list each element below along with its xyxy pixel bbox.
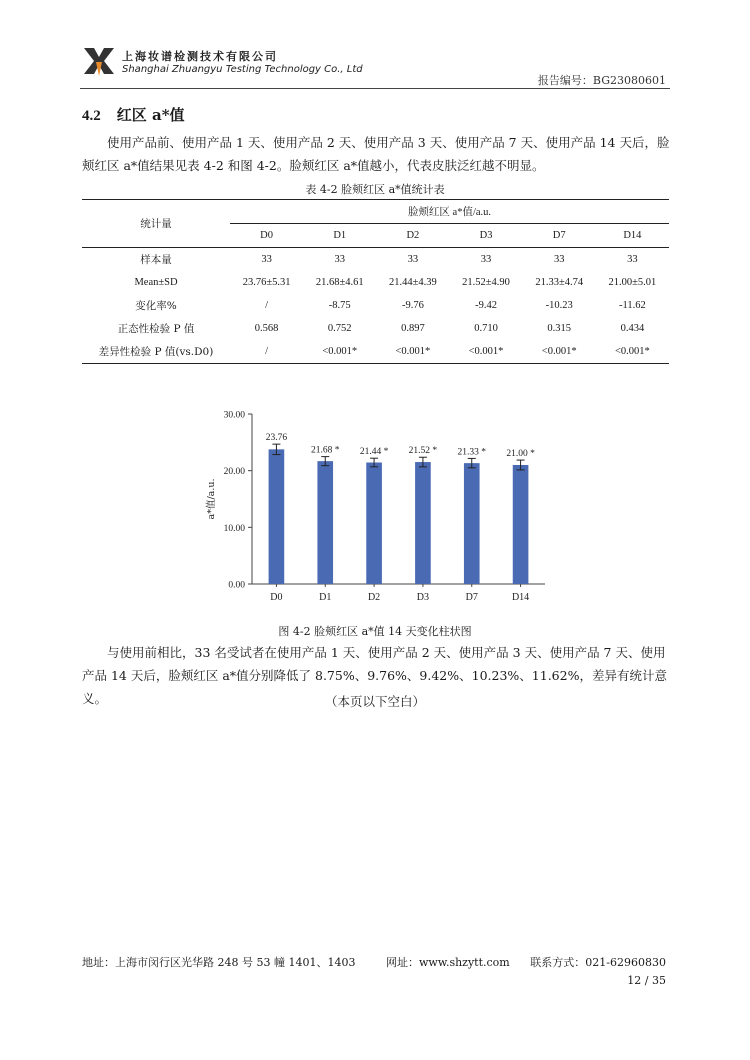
data-label: 23.76: [265, 433, 288, 444]
table-cell: <0.001*: [523, 340, 596, 364]
header-divider: [80, 88, 670, 89]
column-header: D7: [523, 224, 596, 248]
section-title: [82, 104, 185, 125]
bar-D0: [269, 449, 285, 584]
row-label: Mean±SD: [134, 277, 178, 288]
table-cell: -9.42: [475, 300, 497, 311]
x-tick-label: D7: [465, 592, 478, 603]
column-header: D1: [303, 224, 376, 248]
row-label: 样本量: [140, 254, 172, 266]
group-header: 脸颊红区 a*值/a.u.: [230, 200, 669, 224]
table-cell: <0.001*: [596, 340, 669, 364]
row-header-title: 统计量: [82, 200, 230, 248]
company-logo-icon: [82, 44, 116, 78]
table-cell: 21.44±4.39: [389, 277, 437, 288]
table-row: [82, 317, 669, 340]
footer-website: 网址：www.shzytt.com: [386, 956, 510, 969]
table-cell: 21.33±4.74: [535, 277, 584, 288]
page-number: 12 / 35: [627, 974, 666, 987]
table-cell: 21.52±4.90: [462, 277, 510, 288]
table-header-row: [82, 200, 669, 224]
table-cell: 0.568: [254, 323, 279, 334]
y-tick-label: 20.00: [223, 467, 245, 478]
table-cell: 21.68±4.61: [315, 277, 364, 288]
table-cell: -11.62: [619, 300, 646, 311]
y-axis-label: a*值/a.u.: [206, 478, 217, 520]
table-cell: <0.001*: [303, 340, 376, 364]
table-row: [82, 340, 669, 364]
y-tick-label: 30.00: [223, 410, 245, 421]
section-number: 4.2: [82, 108, 101, 124]
x-tick-label: D3: [416, 592, 430, 603]
table-cell: /: [230, 340, 303, 364]
data-label: 21.52 *: [408, 446, 438, 457]
table-cell: -8.75: [328, 300, 351, 311]
column-header: D0: [230, 224, 303, 248]
statistics-table: [82, 199, 669, 364]
table-cell: 0.434: [620, 323, 645, 334]
intro-paragraph: 使用产品前、使用产品 1 天、使用产品 2 天、使用产品 3 天、使用产品 7 天、使用产品 14 天后，脸颊红区 a*值结果见表 4-2 和图 4-2。脸颊红区 a*值越小，代表皮肤泛红越不明显。: [82, 135, 670, 173]
row-label: 正态性检验 P 值: [117, 323, 195, 335]
bar-chart: [200, 402, 560, 612]
column-header: D2: [376, 224, 449, 248]
x-tick-label: D2: [367, 592, 381, 603]
table-row: [82, 271, 669, 294]
table-cell: <0.001*: [376, 340, 449, 364]
table-cell: -10.23: [545, 300, 573, 311]
table-cell: 33: [407, 254, 419, 265]
table-cell: 0.897: [401, 323, 425, 334]
data-label: 21.33 *: [457, 447, 486, 458]
table-cell: 0.710: [474, 323, 498, 334]
table-cell: 0.315: [547, 323, 572, 334]
y-tick-label: 0.00: [228, 580, 245, 591]
table-cell: /: [265, 300, 269, 311]
company-name-cn: 上海妆谱检测技术有限公司: [122, 50, 278, 63]
footer-phone: 联系方式：021-62960830: [530, 956, 666, 969]
table-cell: 21.00±5.01: [608, 277, 657, 288]
table-cell: 23.76±5.31: [242, 277, 291, 288]
table-cell: 33: [627, 254, 638, 265]
column-header: D3: [449, 224, 522, 248]
data-label: 21.68 *: [311, 445, 340, 456]
blank-page-note: （本页以下空白）: [324, 694, 425, 709]
table-row: [82, 248, 669, 272]
data-label: 21.00 *: [506, 449, 535, 460]
table-caption: 表 4-2 脸颊红区 a*值统计表: [305, 183, 445, 196]
x-tick-label: D0: [270, 592, 283, 603]
bar-D1: [317, 461, 333, 584]
table-cell: 0.752: [327, 323, 352, 334]
company-name-en: Shanghai Zhuangyu Testing Technology Co., Ltd: [122, 64, 363, 75]
bar-D7: [464, 463, 480, 584]
x-tick-label: D1: [319, 592, 332, 603]
table-cell: 33: [480, 254, 492, 265]
table-cell: 33: [553, 254, 565, 265]
report-number: 报告编号：BG23080601: [537, 74, 666, 87]
bar-D3: [415, 462, 431, 584]
footer-address: 地址：上海市闵行区光华路 248 号 53 幢 1401、1403: [82, 956, 356, 969]
conclusion-paragraph: 与使用前相比，33 名受试者在使用产品 1 天、使用产品 2 天、使用产品 3 天、使用产品 7 天、使用产品 14 天后，脸颊红区 a*值分别降低了 8.75%、9.76%、9.42%、10.23%、11.62%，差异有统计意义。: [82, 645, 667, 706]
logo-accent-mark: [96, 62, 102, 76]
table-cell: -9.76: [401, 300, 424, 311]
bar-D14: [513, 465, 529, 584]
y-tick-label: 10.00: [223, 523, 245, 534]
table-cell: 33: [334, 254, 345, 265]
section-heading: 红区 a*值: [116, 106, 185, 124]
table-cell: 33: [261, 254, 272, 265]
row-label: 变化率%: [135, 300, 177, 312]
table-cell: <0.001*: [449, 340, 522, 364]
data-label: 21.44 *: [359, 447, 389, 458]
x-tick-label: D14: [511, 592, 530, 603]
table-row: [82, 294, 669, 317]
column-header: D14: [596, 224, 669, 248]
bar-D2: [366, 463, 382, 584]
figure-caption: 图 4-2 脸颊红区 a*值 14 天变化柱状图: [278, 625, 472, 638]
row-label: 差异性检验 P 值(vs.D0): [82, 340, 230, 364]
